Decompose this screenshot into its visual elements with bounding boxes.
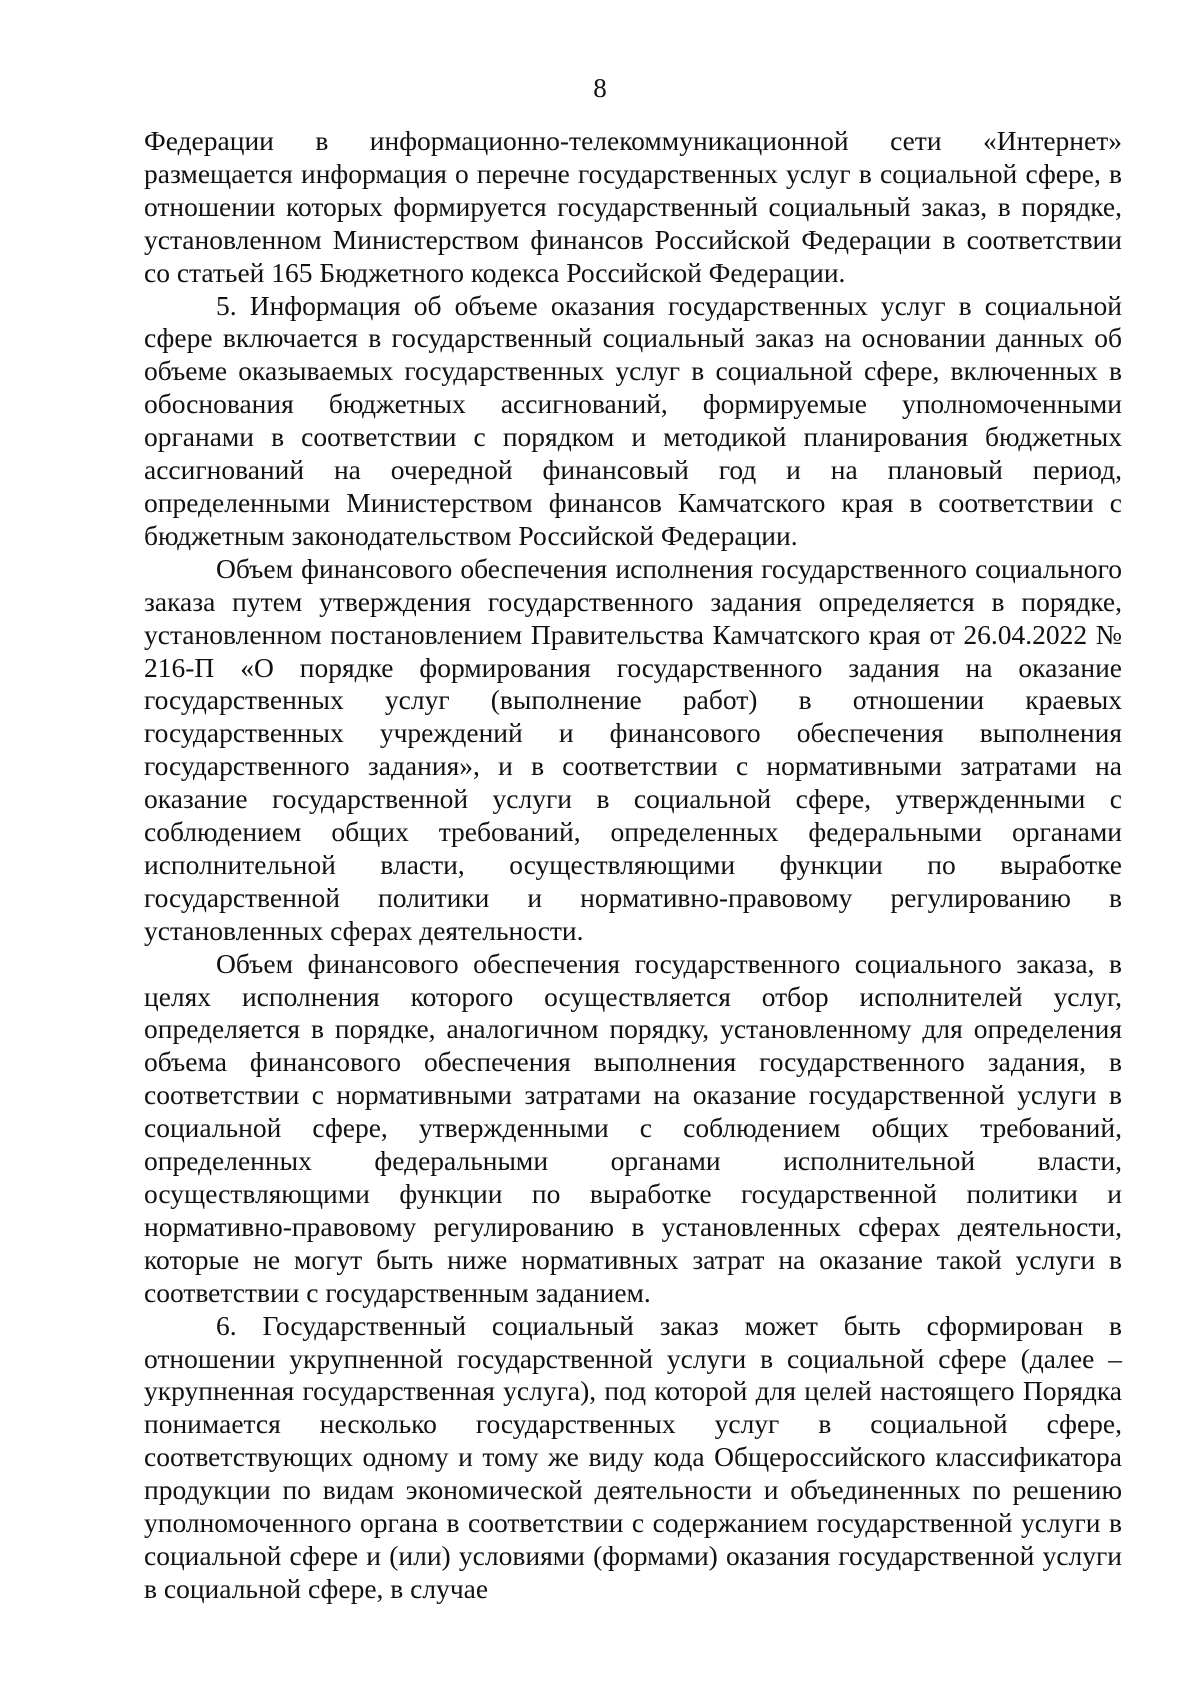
paragraph-continuation: Федерации в информационно-телекоммуникационной сети «Интернет» размещается информация о перечне государственных услуг в социальной сфере, в отношении которых формируется государственный социальный заказ, в порядке, установленном Министерством финансов Российской Федерации в соответствии со статьей 165 Бюджетного кодекса Российской Федерации.	[144, 125, 1122, 288]
paragraph-social-order-funding: Объем финансового обеспечения государственного социального заказа, в целях исполнения которого осуществляется отбор исполнителей услуг, определяется в порядке, аналогичном порядку, установленному для определения объема финансового обеспечения выполнения государственного задания, в соответствии с нормативными затратами на оказание государственной услуги в социальной сфере, утвержденными с соблюдением общих требований, определенных федеральными органами исполнительной власти, осуществляющими функции по выработке государственной политики и нормативно-правовому регулированию в установленных сферах деятельности, которые не могут быть ниже нормативных затрат на оказание такой услуги в соответствии с государственным заданием.	[144, 947, 1122, 1308]
paragraph-item-5: 5. Информация об объеме оказания государственных услуг в социальной сфере включается в государственный социальный заказ на основании данных об объеме оказываемых государственных услуг в социальной сфере, включенных в обоснования бюджетных ассигнований, формируемые уполномоченными органами в соответствии с порядком и методикой планирования бюджетных ассигнований на очередной финансовый год и на плановый период, определенными Министерством финансов Камчатского края в соответствии с бюджетным законодательством Российской Федерации.	[144, 289, 1122, 551]
paragraph-item-6: 6. Государственный социальный заказ может быть сформирован в отношении укрупненной государственной услуги в социальной сфере (далее – укрупненная государственная услуга), под которой для целей настоящего Порядка понимается несколько государственных услуг в социальной сфере, соответствующих одному и тому же виду кода Общероссийского классификатора продукции по видам экономической деятельности и объединенных по решению уполномоченного органа в соответствии с содержанием государственной услуги в социальной сфере и (или) условиями (формами) оказания государственной услуги в социальной сфере, в случае	[144, 1309, 1122, 1604]
paragraph-state-assignment-funding: Объем финансового обеспечения исполнения государственного социального заказа путем утверждения государственного задания определяется в порядке, установленном постановлением Правительства Камчатского края от 26.04.2022 № 216-П «О порядке формирования государственного задания на оказание государственных услуг (выполнение работ) в отношении краевых государственных учреждений и финансового обеспечения выполнения государственного задания», и в соответствии с нормативными затратами на оказание государственной услуги в социальной сфере, утвержденными с соблюдением общих требований, определенных федеральными органами исполнительной власти, осуществляющими функции по выработке государственной политики и нормативно-правовому регулированию в установленных сферах деятельности.	[144, 552, 1122, 946]
document-body	[144, 125, 1122, 1606]
page-number: 8	[593, 73, 607, 103]
